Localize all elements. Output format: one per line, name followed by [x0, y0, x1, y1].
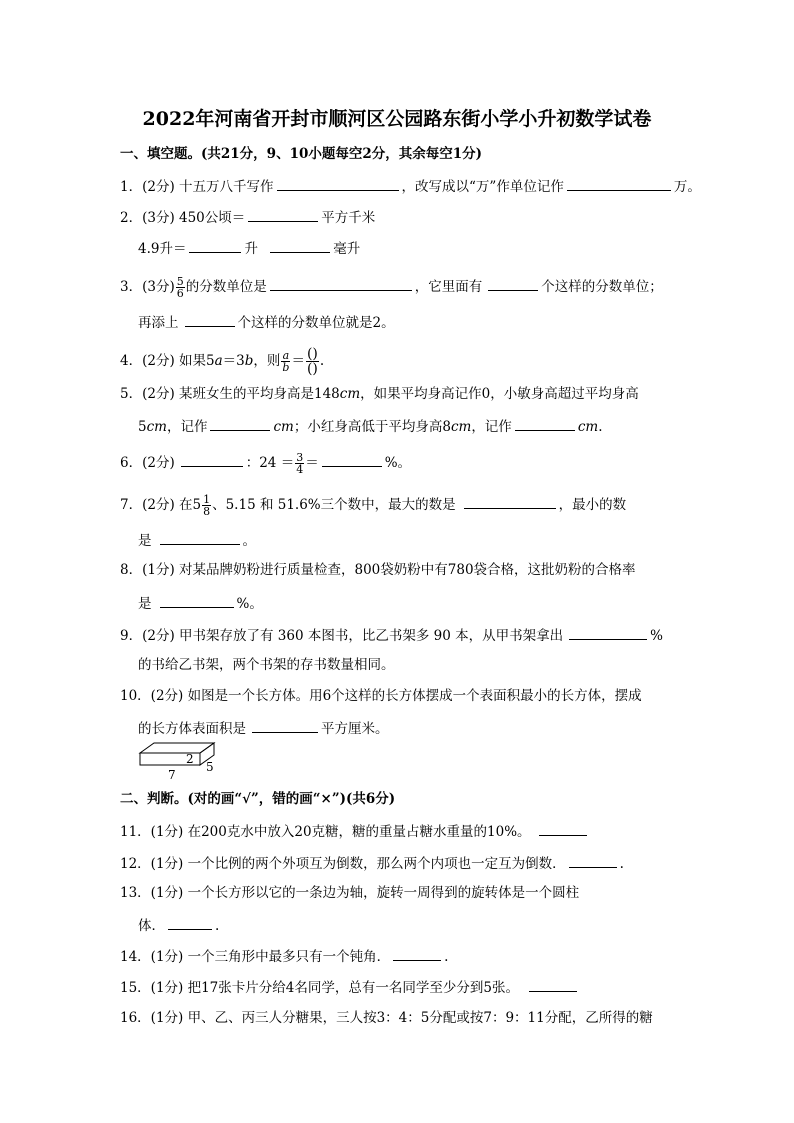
question-15 [120, 977, 580, 997]
q2-blank-1[interactable] [248, 207, 318, 222]
q9-percent: % [650, 628, 663, 644]
q1-blank-2[interactable] [567, 176, 671, 191]
q1-text-3: 万。 [673, 179, 701, 195]
q15-text: 15．(1分) 把17张卡片分给4名同学，总有一名同学至少分到5张。 [120, 980, 519, 996]
q2-text-2: 4.9升＝ [138, 241, 187, 257]
q14-text: 14．(1分) 一个三角形中最多只有一个钝角． [120, 949, 391, 965]
q3-text-3: ，它里面有 [414, 279, 483, 295]
q7-text: 7．(2分) 在5 [120, 497, 202, 513]
question-3-line-2 [138, 312, 395, 332]
question-14 [120, 946, 448, 966]
q5-unit-2: cm [146, 419, 167, 435]
q7-mixed-fraction: $\frac{1}{8}$ [203, 493, 211, 518]
q1-blank-1[interactable] [277, 176, 399, 191]
q5-unit-4: cm [450, 419, 472, 435]
q11-text: 11．(1分) 在200克水中放入20克糖，糖的重量占糖水重量的10%。 [120, 824, 531, 840]
cuboid-drawing [138, 741, 228, 783]
q4-text-2: ＝3 [222, 353, 245, 369]
q6-fraction: $\frac{3}{4}$ [296, 451, 304, 476]
q8-text: 8．(1分) 对某品牌奶粉进行质量检查，800袋奶粉中有780袋合格，这批奶粉的合格率 [120, 562, 636, 578]
question-8-line-2 [138, 593, 263, 613]
q3-text-6: 个这样的分数单位就是2。 [237, 315, 395, 331]
section-judgment-heading: 二、判断。(对的画“√”，错的画“×”)(共6分) [120, 791, 396, 807]
q5-text: 5．(2分) 某班女生的平均身高是148 [120, 386, 340, 402]
q10-text: 10．(2分) 如图是一个长方体。用6个这样的长方体摆成一个表面积最小的长方体，摆成 [120, 688, 642, 704]
question-2 [120, 207, 375, 227]
cuboid-figure [138, 741, 228, 787]
q2-unit-1: 平方千米 [321, 210, 376, 226]
q13-period: . [215, 918, 220, 934]
q2-blank-2[interactable] [189, 238, 241, 253]
q2-unit-2: 升 [244, 241, 258, 257]
question-11 [120, 821, 590, 841]
q4-text: 4．(2分) 如果5 [120, 353, 215, 369]
q1-text: 1．(2分) 十五万八千写作 [120, 179, 274, 195]
q2-blank-3[interactable] [270, 238, 330, 253]
q9-text: 9．(2分) 甲书架存放了有 360 本图书，比乙书架多 90 本，从甲书架拿出 [120, 628, 564, 644]
cuboid-height-label: 2 [186, 752, 194, 766]
q3-text: 3．(3分) [120, 279, 175, 295]
q10-blank[interactable] [252, 718, 318, 733]
question-10 [120, 687, 642, 705]
q12-text: 12．(1分) 一个比例的两个外项互为倒数，那么两个内项也一定互为倒数． [120, 856, 566, 872]
q4-fraction-blank[interactable]: $\frac{()}{()}$ [306, 346, 318, 377]
q7-text-3: ，最小的数 [558, 497, 627, 513]
q10-text-2: 的长方体表面积是 [138, 721, 246, 737]
q5-period: . [598, 419, 603, 435]
question-6 [120, 452, 411, 475]
q8-text-3: %。 [236, 596, 263, 612]
q3-blank-2[interactable] [488, 276, 538, 291]
q7-text-2: 、5.15 和 51.6%三个数中，最大的数是 [212, 497, 456, 513]
q7-text-4: 是 [138, 533, 152, 549]
q3-text-4: 个这样的分数单位； [541, 279, 663, 295]
q5-unit-5: cm [577, 419, 599, 435]
q6-text: 6．(2分) [120, 455, 175, 471]
q9-blank[interactable] [569, 625, 647, 640]
q6-blank-2[interactable] [322, 452, 382, 467]
q6-text-2: ：24 ＝ [245, 455, 295, 471]
question-2-line-2 [138, 238, 360, 258]
q5-text-5: ；小红身高低于平均身高8 [293, 419, 451, 435]
question-9 [120, 625, 663, 645]
question-9-line-2 [138, 656, 395, 674]
q11-blank[interactable] [539, 821, 587, 836]
q5-text-4: ，记作 [166, 419, 208, 435]
q9-text-2: 的书给乙书架，两个书架的存书数量相同。 [138, 657, 395, 673]
cuboid-width-label: 5 [206, 760, 214, 774]
q12-blank[interactable] [569, 853, 617, 868]
q4-text-3: ，则 [253, 353, 281, 369]
cuboid-length-label: 7 [168, 768, 176, 782]
q5-text-6: ，记作 [471, 419, 512, 435]
q13-text: 13．(1分) 一个长方形以它的一条边为轴，旋转一周得到的旋转体是一个圆柱 [120, 885, 580, 901]
q13-text-2: 体． [138, 918, 165, 934]
q7-blank-1[interactable] [464, 494, 556, 509]
q6-blank-1[interactable] [181, 452, 243, 467]
q2-unit-3: 毫升 [333, 241, 361, 257]
q5-unit-3: cm [273, 419, 294, 435]
q3-blank-3[interactable] [185, 312, 235, 327]
q6-equals: ＝ [305, 455, 319, 471]
question-5 [120, 385, 639, 403]
q4-var-b: b [244, 353, 254, 369]
question-13 [120, 884, 579, 902]
q4-period: . [319, 353, 325, 369]
question-1 [120, 176, 701, 196]
q5-text-2: ，如果平均身高记作0，小敏身高超过平均身高 [360, 386, 639, 402]
question-10-line-2 [138, 718, 389, 738]
q3-text-5: 再添上 [138, 315, 179, 331]
q3-text-2: 的分数单位是 [185, 279, 267, 295]
question-5-line-2 [138, 416, 602, 436]
question-7-line-2 [138, 530, 256, 550]
q7-blank-2[interactable] [160, 530, 240, 545]
q8-text-2: 是 [138, 596, 152, 612]
q5-blank-2[interactable] [515, 416, 575, 431]
q14-blank[interactable] [393, 946, 441, 961]
exam-title: 2022年河南省开封市顺河区公园路东街小学小升初数学试卷 [142, 108, 652, 130]
q4-var-a: a [214, 353, 223, 369]
q8-blank[interactable] [160, 593, 234, 608]
question-7 [120, 494, 626, 517]
q4-equals: ＝ [291, 353, 305, 369]
q7-text-5: 。 [242, 533, 256, 549]
q6-text-3: %。 [384, 455, 412, 471]
question-12 [120, 853, 624, 873]
q16-text: 16．(1分) 甲、乙、丙三人分糖果，三人按3：4：5分配或按7：9：11分配，乙所得的糖 [120, 1010, 653, 1026]
q4-fraction-ab: $\frac{a}{b}$ [282, 349, 290, 374]
question-4 [120, 347, 324, 376]
question-3 [120, 276, 663, 299]
q13-blank[interactable] [168, 915, 212, 930]
q12-period: . [619, 856, 624, 872]
q3-blank-1[interactable] [270, 276, 412, 291]
q5-blank-1[interactable] [210, 416, 270, 431]
q1-text-2: ，改写成以“万”作单位记作 [401, 179, 564, 195]
q15-blank[interactable] [529, 977, 577, 992]
question-8 [120, 561, 636, 579]
question-16 [120, 1009, 653, 1027]
q3-fraction: $\frac{5}{6}$ [176, 275, 184, 300]
q2-text: 2．(3分) 450公顷＝ [120, 210, 246, 226]
q14-period: . [444, 949, 449, 965]
q5-text-3: 5 [138, 419, 147, 435]
q10-text-3: 平方厘米。 [321, 721, 389, 737]
question-13-line-2 [138, 915, 219, 935]
section-fill-blank-heading: 一、填空题。(共21分，9、10小题每空2分，其余每空1分) [120, 146, 483, 162]
q5-unit: cm [339, 386, 361, 402]
